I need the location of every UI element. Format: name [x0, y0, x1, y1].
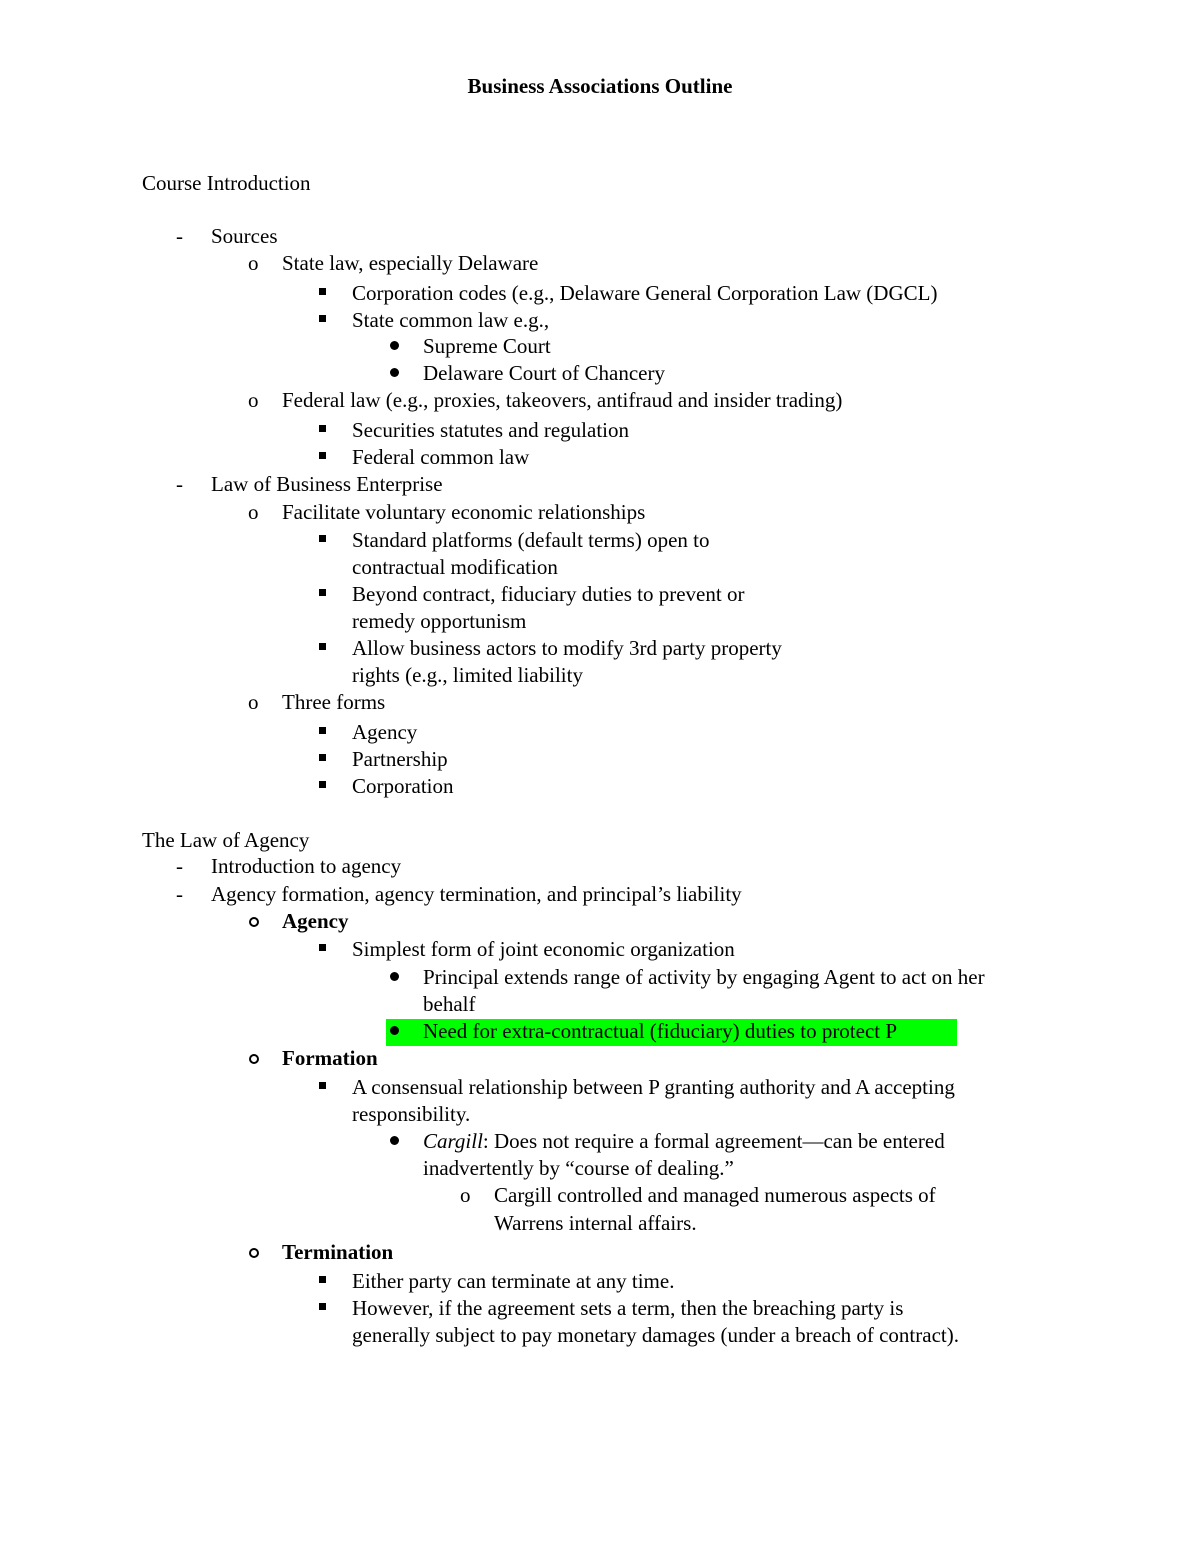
list-item-agency-formation: Agency formation, agency termination, and principal’s liability: [211, 882, 742, 906]
circle-bullet: o: [248, 388, 259, 412]
list-item-standard-platforms-line2: contractual modification: [352, 555, 558, 579]
round-bullet: [390, 341, 399, 350]
list-item-partnership: Partnership: [352, 747, 448, 771]
list-item-cargill-controlled-line2: Warrens internal affairs.: [494, 1211, 697, 1235]
list-item-federal-common-law: Federal common law: [352, 445, 530, 469]
list-item-beyond-contract-line1: Beyond contract, fiduciary duties to prevent or: [352, 582, 745, 606]
list-item-cargill-controlled-line1: Cargill controlled and managed numerous aspects of: [494, 1183, 936, 1207]
square-bullet: [319, 754, 326, 761]
list-item-law-of-business-enterprise: Law of Business Enterprise: [211, 472, 443, 496]
dash-bullet: -: [176, 472, 183, 496]
ring-bullet: [249, 1248, 259, 1258]
square-bullet: [319, 315, 326, 322]
cargill-text: : Does not require a formal agreement—can be entered: [482, 1129, 945, 1153]
list-item-principal-line1: Principal extends range of activity by engaging Agent to act on her: [423, 965, 985, 989]
subheading-formation: Formation: [282, 1046, 378, 1070]
section-heading-course-introduction: Course Introduction: [142, 171, 311, 195]
list-item-allow-business-line2: rights (e.g., limited liability: [352, 663, 583, 687]
circle-bullet: o: [248, 690, 259, 714]
square-bullet: [319, 944, 326, 951]
list-item-simplest-form: Simplest form of joint economic organization: [352, 937, 735, 961]
square-bullet: [319, 643, 326, 650]
ring-bullet: [249, 917, 259, 927]
list-item-standard-platforms-line1: Standard platforms (default terms) open to: [352, 528, 710, 552]
document-title: Business Associations Outline: [467, 74, 733, 98]
list-item-agency: Agency: [352, 720, 418, 744]
square-bullet: [319, 452, 326, 459]
square-bullet: [319, 727, 326, 734]
square-bullet: [319, 1303, 326, 1310]
list-item-allow-business-line1: Allow business actors to modify 3rd party property: [352, 636, 782, 660]
list-item-sources: Sources: [211, 224, 278, 248]
list-item-consensual-line2: responsibility.: [352, 1102, 471, 1126]
list-item-facilitate: Facilitate voluntary economic relationships: [282, 500, 646, 524]
list-item-introduction-to-agency: Introduction to agency: [211, 854, 402, 878]
subheading-termination: Termination: [282, 1240, 394, 1264]
list-item-need-fiduciary-highlighted: Need for extra-contractual (fiduciary) duties to protect P: [423, 1019, 898, 1043]
square-bullet: [319, 535, 326, 542]
list-item-three-forms: Three forms: [282, 690, 386, 714]
list-item-however-line2: generally subject to pay monetary damages (under a breach of contract).: [352, 1323, 959, 1347]
subheading-agency: Agency: [282, 909, 349, 933]
list-item-chancery: Delaware Court of Chancery: [423, 361, 665, 385]
list-item-cargill-line2: inadvertently by “course of dealing.”: [423, 1156, 734, 1180]
list-item-consensual-line1: A consensual relationship between P granting authority and A accepting: [352, 1075, 955, 1099]
list-item-supreme-court: Supreme Court: [423, 334, 551, 358]
case-name-cargill: Cargill: [423, 1129, 483, 1153]
list-item-either-party: Either party can terminate at any time.: [352, 1269, 675, 1293]
list-item-state-common-law: State common law e.g.,: [352, 308, 550, 332]
circle-bullet: o: [248, 251, 259, 275]
square-bullet: [319, 589, 326, 596]
list-item-securities: Securities statutes and regulation: [352, 418, 630, 442]
square-bullet: [319, 1082, 326, 1089]
circle-bullet: o: [460, 1183, 471, 1207]
list-item-principal-line2: behalf: [423, 992, 476, 1016]
round-bullet: [390, 1026, 399, 1035]
list-item-corporation-codes: Corporation codes (e.g., Delaware General Corporation Law (DGCL): [352, 281, 938, 305]
square-bullet: [319, 1276, 326, 1283]
square-bullet: [319, 425, 326, 432]
dash-bullet: -: [176, 224, 183, 248]
circle-bullet: o: [248, 500, 259, 524]
round-bullet: [390, 1136, 399, 1145]
square-bullet: [319, 781, 326, 788]
round-bullet: [390, 972, 399, 981]
list-item-however-line1: However, if the agreement sets a term, then the breaching party is: [352, 1296, 904, 1320]
list-item-federal-law: Federal law (e.g., proxies, takeovers, antifraud and insider trading): [282, 388, 843, 412]
list-item-cargill-line1: [423, 1128, 945, 1155]
square-bullet: [319, 288, 326, 295]
dash-bullet: -: [176, 882, 183, 906]
section-heading-law-of-agency: The Law of Agency: [142, 828, 310, 852]
ring-bullet: [249, 1054, 259, 1064]
round-bullet: [390, 368, 399, 377]
list-item-state-law: State law, especially Delaware: [282, 251, 539, 275]
dash-bullet: -: [176, 854, 183, 878]
list-item-beyond-contract-line2: remedy opportunism: [352, 609, 527, 633]
list-item-corporation: Corporation: [352, 774, 454, 798]
